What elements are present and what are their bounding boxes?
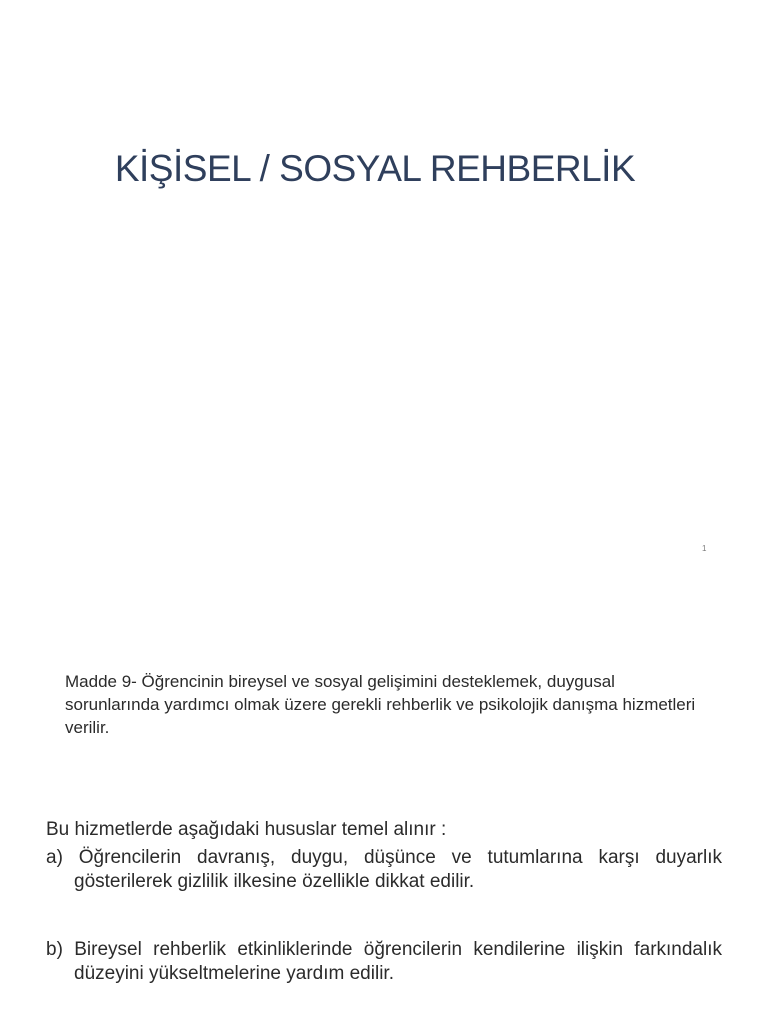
page-number: 1 [702,544,707,553]
list-marker: a) [46,847,63,868]
principles-list [46,818,722,986]
list-item-text: Öğrencilerin davranış, duygu, düşünce ve tutumlarına karşı duyarlık gösterilerek gizlilik ilkesine özellikle dikkat edilir. [74,847,723,892]
list-item-text: Bireysel rehberlik etkinliklerinde öğrencilerin kendilerine ilişkin farkındalık düzeyini yükseltmelerine yardım edilir. [74,939,722,984]
page-title: KİŞİSEL / SOSYAL REHBERLİK [114,148,636,189]
list-item [46,846,722,894]
list-intro: Bu hizmetlerde aşağıdaki hususlar temel alınır : [46,819,447,840]
list-item [46,938,722,986]
list-marker: b) [46,939,63,960]
article-paragraph: Madde 9- Öğrencinin bireysel ve sosyal gelişimini desteklemek, duygusal sorunlarında yardımcı olmak üzere gerekli rehberlik ve psikolojik danışma hizmetleri verilir. [65,672,696,737]
